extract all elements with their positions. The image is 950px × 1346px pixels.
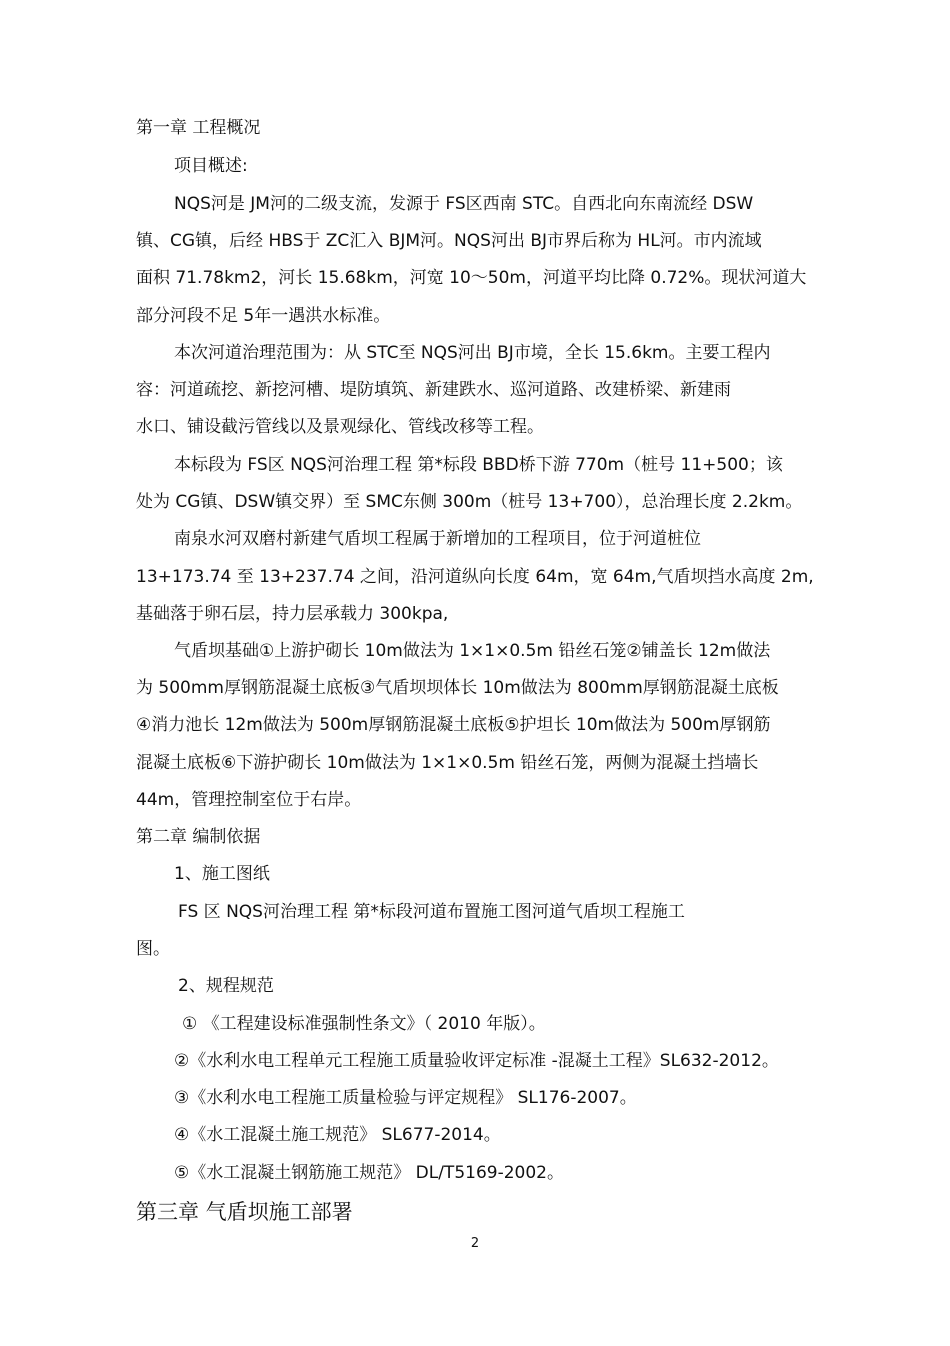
chapter-2-heading: 第二章 编制依据 — [136, 827, 261, 847]
list-item: ③《水利水电工程施工质量检验与评定规程》 SL176-2007。 — [174, 1088, 637, 1108]
subsection-heading-standards: 2、规程规范 — [178, 976, 274, 996]
chapter-3-heading: 第三章 气盾坝施工部署 — [136, 1200, 353, 1224]
paragraph-line: 气盾坝基础①上游护砌长 10m做法为 1×1×0.5m 铅丝石笼②铺盖长 12m做法 — [174, 641, 771, 661]
page-number: 2 — [470, 1236, 480, 1251]
paragraph-line: 为 500mm厚钢筋混凝土底板③气盾坝坝体长 10m做法为 800mm厚钢筋混凝土底板 — [136, 678, 779, 698]
paragraph-line: 本标段为 FS区 NQS河治理工程 第*标段 BBD桥下游 770m（桩号 11+500；该 — [174, 455, 783, 475]
paragraph-line: 混凝土底板⑥下游护砌长 10m做法为 1×1×0.5m 铅丝石笼，两侧为混凝土挡墙长 — [136, 753, 759, 773]
paragraph-line: 图。 — [136, 939, 170, 959]
paragraph-line: 基础落于卵石层，持力层承载力 300kpa, — [136, 604, 449, 624]
paragraph-line: 44m，管理控制室位于右岸。 — [136, 790, 362, 810]
paragraph-line: 南泉水河双磨村新建气盾坝工程属于新增加的工程项目，位于河道桩位 — [174, 529, 701, 549]
paragraph-line: ④消力池长 12m做法为 500m厚钢筋混凝土底板⑤护坦长 10m做法为 500m厚钢筋 — [136, 715, 771, 735]
paragraph-line: 13+173.74 至 13+237.74 之间，沿河道纵向长度 64m，宽 64m,气盾坝挡水高度 2m, — [136, 567, 814, 587]
list-item: ④《水工混凝土施工规范》 SL677-2014。 — [174, 1125, 501, 1145]
paragraph-line: FS 区 NQS河治理工程 第*标段河道布置施工图河道气盾坝工程施工 — [178, 902, 685, 922]
list-item: ① 《工程建设标准强制性条文》（ 2010 年版）。 — [182, 1014, 546, 1034]
paragraph-line: 容：河道疏挖、新挖河槽、堤防填筑、新建跌水、巡河道路、改建桥梁、新建雨 — [136, 380, 731, 400]
subsection-heading-drawings: 1、施工图纸 — [174, 864, 270, 884]
paragraph-line: 部分河段不足 5年一遇洪水标准。 — [136, 306, 391, 326]
paragraph-line: 镇、CG镇，后经 HBS于 ZC汇入 BJM河。NQS河出 BJ市界后称为 HL河。市内流域 — [136, 231, 762, 251]
paragraph-line: 水口、铺设截污管线以及景观绿化、管线改移等工程。 — [136, 417, 544, 437]
section-heading-overview: 项目概述: — [174, 156, 248, 176]
paragraph-line: 处为 CG镇、DSW镇交界）至 SMC东侧 300m（桩号 13+700），总治理长度 2.2km。 — [136, 492, 803, 512]
chapter-1-heading: 第一章 工程概况 — [136, 118, 261, 138]
paragraph-line: 面积 71.78km2，河长 15.68km，河宽 10～50m，河道平均比降 0.72%。现状河道大 — [136, 268, 807, 288]
list-item: ②《水利水电工程单元工程施工质量验收评定标准 -混凝土工程》SL632-2012。 — [174, 1051, 779, 1071]
paragraph-line: NQS河是 JM河的二级支流，发源于 FS区西南 STC。自西北向东南流经 DSW — [174, 194, 754, 214]
list-item: ⑤《水工混凝土钢筋施工规范》 DL/T5169-2002。 — [174, 1163, 564, 1183]
paragraph-line: 本次河道治理范围为：从 STC至 NQS河出 BJ市境，全长 15.6km。主要工程内 — [174, 343, 771, 363]
